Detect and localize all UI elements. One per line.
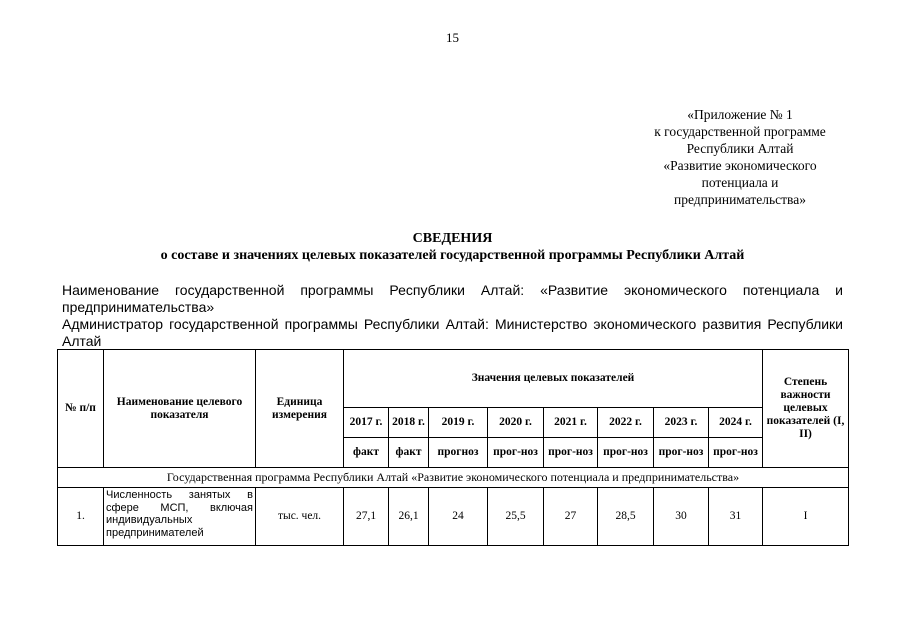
section-title: Государственная программа Республики Алтай «Развитие экономического потенциала и предпринимательства» <box>58 468 849 488</box>
appendix-line: Республики Алтай <box>686 141 794 156</box>
program-name-line: Наименование государственной программы Республики Алтай: «Развитие экономического потенциала и предпринимательства» <box>62 282 843 315</box>
row-value: 30 <box>654 488 709 546</box>
header-year: 2024 г. <box>709 408 763 438</box>
header-year: 2019 г. <box>429 408 488 438</box>
header-values: Значения целевых показателей <box>344 350 763 408</box>
header-value-type: прог-ноз <box>488 438 544 468</box>
header-year: 2021 г. <box>544 408 598 438</box>
header-indicator-name: Наименование целевого показателя <box>104 350 256 468</box>
appendix-line: «Приложение № 1 <box>687 107 793 122</box>
header-value-type: прог-ноз <box>598 438 654 468</box>
row-importance: I <box>763 488 849 546</box>
row-value: 24 <box>429 488 488 546</box>
row-value: 25,5 <box>488 488 544 546</box>
header-value-type: факт <box>344 438 389 468</box>
appendix-line: «Развитие экономического <box>663 158 817 173</box>
header-value-type: прог-ноз <box>709 438 763 468</box>
page-number: 15 <box>446 30 459 45</box>
row-value: 27 <box>544 488 598 546</box>
header-importance: Степень важности целевых показателей (I, II) <box>763 350 849 468</box>
header-unit: Единица измерения <box>256 350 344 468</box>
row-unit: тыс. чел. <box>256 488 344 546</box>
indicators-table <box>57 349 849 546</box>
table-row <box>58 488 849 546</box>
administrator-line: Администратор государственной программы Республики Алтай: Министерство экономического развития Республики Алтай <box>62 316 843 349</box>
header-value-type: прог-ноз <box>654 438 709 468</box>
header-year: 2018 г. <box>389 408 429 438</box>
row-value: 26,1 <box>389 488 429 546</box>
appendix-line: потенциала и <box>701 175 779 190</box>
document-heading <box>0 230 905 264</box>
row-value: 28,5 <box>598 488 654 546</box>
header-value-type: прогноз <box>429 438 488 468</box>
header-num: № п/п <box>58 350 104 468</box>
appendix-line: предпринимательства» <box>673 192 806 207</box>
header-value-type: прог-ноз <box>544 438 598 468</box>
document-subtitle: о составе и значениях целевых показателей государственной программы Республики Алтай <box>160 248 745 263</box>
row-value: 31 <box>709 488 763 546</box>
header-year: 2023 г. <box>654 408 709 438</box>
appendix-note <box>640 106 840 208</box>
row-num: 1. <box>58 488 104 546</box>
header-year: 2022 г. <box>598 408 654 438</box>
appendix-line: к государственной программе <box>654 124 826 139</box>
header-year: 2020 г. <box>488 408 544 438</box>
document-title: СВЕДЕНИЯ <box>412 231 493 246</box>
header-year: 2017 г. <box>344 408 389 438</box>
header-value-type: факт <box>389 438 429 468</box>
row-value: 27,1 <box>344 488 389 546</box>
row-indicator-name: Численность занятых в сфере МСП, включая индивидуальных предпринимателей <box>104 488 256 546</box>
